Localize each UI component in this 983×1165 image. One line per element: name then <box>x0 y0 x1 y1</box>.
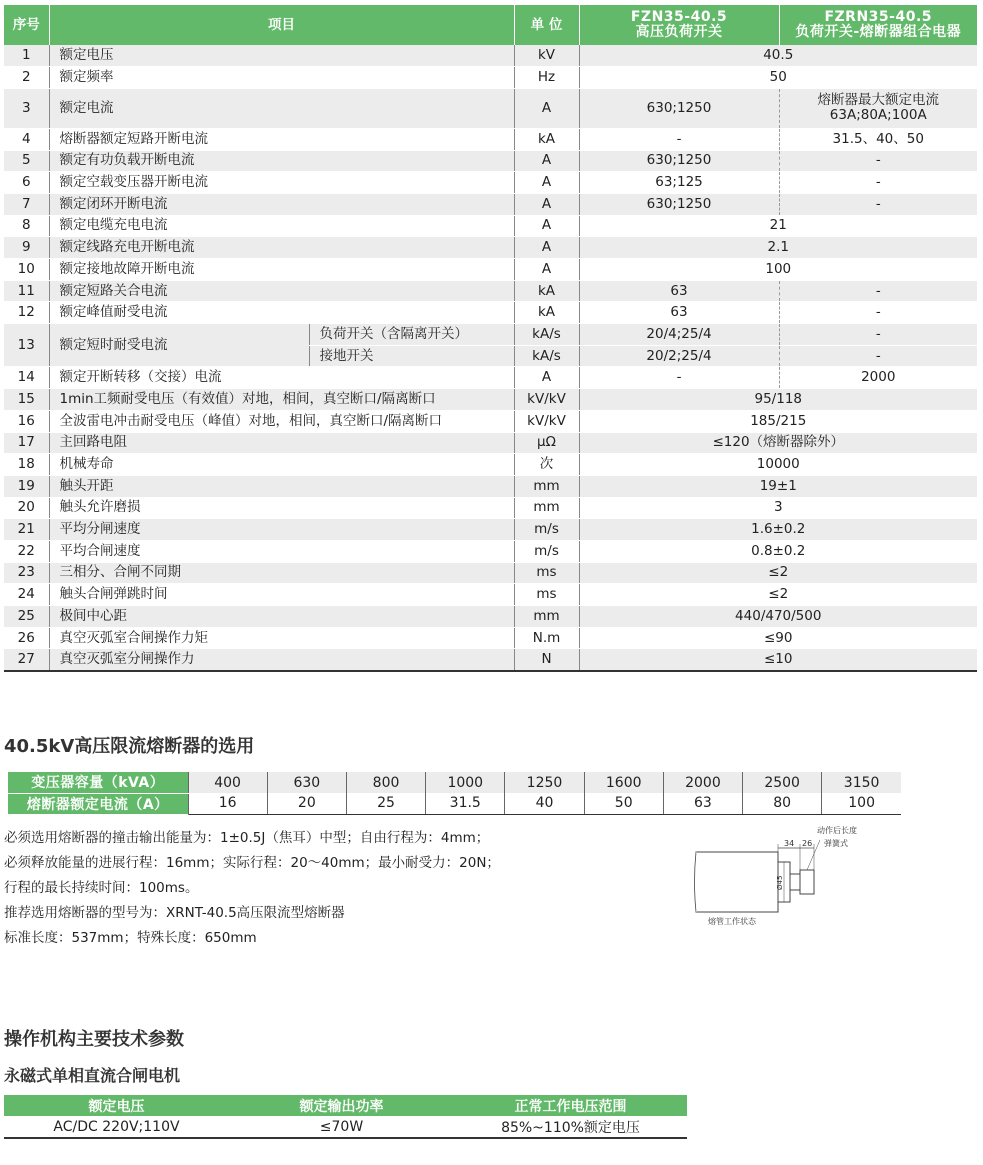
row-value-fzrn: - <box>779 324 977 346</box>
capacity-cell: 2000 <box>663 772 742 793</box>
header-unit: 单 位 <box>514 5 579 45</box>
row-value-fzrn-line1: 熔断器最大额定电流 <box>817 92 939 109</box>
row-no: 16 <box>4 410 49 432</box>
row-value: 1.6±0.2 <box>579 519 977 541</box>
motor-header-voltage: 额定电压 <box>4 1095 229 1116</box>
table-row <box>4 88 977 128</box>
capacity-cell: 1600 <box>584 772 663 793</box>
table-row <box>4 454 977 476</box>
row-item: 机械寿命 <box>49 454 514 476</box>
table-row <box>4 540 977 562</box>
row-value-fzn: 63;125 <box>579 172 779 194</box>
row-no: 12 <box>4 302 49 324</box>
spec-table <box>4 5 977 672</box>
row-value-fzn: 20/4;25/4 <box>579 324 779 346</box>
table-row <box>4 367 977 389</box>
row-item: 真空灭弧室分闸操作力 <box>49 649 514 671</box>
label-after-length: 动作后长度 <box>817 826 857 835</box>
header-fzrn <box>779 5 977 45</box>
row-unit: A <box>514 150 579 172</box>
table-row <box>4 410 977 432</box>
row-unit: μΩ <box>514 432 579 454</box>
fuse-row-label-current: 熔断器额定电流（A） <box>8 793 188 814</box>
row-unit: mm <box>514 475 579 497</box>
row-item: 额定接地故障开断电流 <box>49 259 514 281</box>
row-no: 24 <box>4 584 49 606</box>
row-item: 触头开距 <box>49 475 514 497</box>
row-item: 额定频率 <box>49 67 514 89</box>
row-unit: A <box>514 88 579 128</box>
row-item: 额定有功负载开断电流 <box>49 150 514 172</box>
row-value-fzn: 63 <box>579 280 779 302</box>
table-row <box>4 1116 687 1138</box>
row-unit: N.m <box>514 627 579 649</box>
row-item: 额定开断转移（交接）电流 <box>49 367 514 389</box>
row-unit: 次 <box>514 454 579 476</box>
current-cell: 50 <box>584 793 663 814</box>
row-value: 21 <box>579 215 977 237</box>
row-unit: mm <box>514 497 579 519</box>
row-value-fzrn: - <box>779 172 977 194</box>
motor-table <box>4 1095 687 1139</box>
table-row <box>4 584 977 606</box>
table-row <box>4 389 977 411</box>
fuse-striker <box>790 874 800 890</box>
note-line: 行程的最长持续时间：100ms。 <box>4 880 199 896</box>
row-no: 9 <box>4 237 49 259</box>
row-value-fzrn <box>779 88 977 128</box>
row-value: 2.1 <box>579 237 977 259</box>
spec-header-row <box>4 5 977 45</box>
row-no: 25 <box>4 606 49 628</box>
capacity-cell: 630 <box>267 772 346 793</box>
table-row <box>4 649 977 671</box>
current-cell: 80 <box>743 793 822 814</box>
row-no: 23 <box>4 562 49 584</box>
row-value-fzn: - <box>579 128 779 150</box>
row-unit: ms <box>514 562 579 584</box>
row-no: 19 <box>4 475 49 497</box>
motor-range: 85%~110%额定电压 <box>454 1116 687 1138</box>
row-no: 15 <box>4 389 49 411</box>
row-value: 3 <box>579 497 977 519</box>
fuse-body <box>696 852 778 912</box>
table-row <box>8 793 901 814</box>
row-item: 额定短时耐受电流 <box>49 324 309 367</box>
row-unit: A <box>514 367 579 389</box>
row-item: 主回路电阻 <box>49 432 514 454</box>
row-unit: A <box>514 237 579 259</box>
row-value-fzn: 630;1250 <box>579 193 779 215</box>
row-value: 185/215 <box>579 410 977 432</box>
row-unit: m/s <box>514 519 579 541</box>
motor-header-row <box>4 1095 687 1116</box>
row-item: 全波雷电冲击耐受电压（峰值）对地，相间，真空断口/隔离断口 <box>49 410 514 432</box>
row-no: 21 <box>4 519 49 541</box>
row-value: ≤90 <box>579 627 977 649</box>
table-row <box>4 172 977 194</box>
row-no: 13 <box>4 324 49 367</box>
header-fzn-model: FZN35-40.5 <box>630 9 728 25</box>
row-subitem: 负荷开关（含隔离开关） <box>309 324 514 346</box>
row-value-fzrn-line2: 63A;80A;100A <box>829 107 927 124</box>
note-line: 必须释放能量的进展行程：16mm；实际行程：20～40mm；最小耐受力：20N； <box>4 855 500 871</box>
row-no: 26 <box>4 627 49 649</box>
row-unit: kA/s <box>514 324 579 346</box>
row-no: 22 <box>4 540 49 562</box>
table-row <box>4 128 977 150</box>
row-item: 极间中心距 <box>49 606 514 628</box>
row-unit: A <box>514 215 579 237</box>
table-row <box>4 627 977 649</box>
motor-voltage: AC/DC 220V;110V <box>4 1116 229 1138</box>
dim-label-dia: Ø45 <box>776 875 784 890</box>
row-no: 27 <box>4 649 49 671</box>
row-unit: kV/kV <box>514 410 579 432</box>
row-no: 3 <box>4 88 49 128</box>
row-no: 17 <box>4 432 49 454</box>
mechanism-section-title: 操作机构主要技术参数 <box>4 1029 184 1050</box>
row-no: 10 <box>4 259 49 281</box>
row-item: 额定电流 <box>49 88 514 128</box>
row-unit: N <box>514 649 579 671</box>
table-row <box>4 237 977 259</box>
current-cell: 100 <box>822 793 901 814</box>
capacity-cell: 2500 <box>743 772 822 793</box>
row-no: 14 <box>4 367 49 389</box>
note-line: 推荐选用熔断器的型号为：XRNT-40.5高压限流型熔断器 <box>4 905 345 921</box>
motor-header-power: 额定输出功率 <box>229 1095 454 1116</box>
table-row <box>4 150 977 172</box>
fuse-section-title: 40.5kV高压限流熔断器的选用 <box>4 736 255 757</box>
row-value-fzn: 630;1250 <box>579 88 779 128</box>
fuse-selection-table <box>8 772 901 815</box>
row-value-fzn: 63 <box>579 302 779 324</box>
capacity-cell: 1000 <box>426 772 505 793</box>
row-no: 18 <box>4 454 49 476</box>
row-item: 额定短路关合电流 <box>49 280 514 302</box>
table-row <box>4 215 977 237</box>
fuse-notes <box>4 826 500 951</box>
row-unit: kV/kV <box>514 389 579 411</box>
row-item: 触头合闸弹跳时间 <box>49 584 514 606</box>
note-line: 必须选用熔断器的撞击输出能量为：1±0.5J（焦耳）中型；自由行程为：4mm； <box>4 830 490 846</box>
row-unit: m/s <box>514 540 579 562</box>
row-no: 2 <box>4 67 49 89</box>
row-subitem: 接地开关 <box>309 345 514 367</box>
label-spring: 弹簧式 <box>824 839 848 848</box>
row-value-fzrn: - <box>779 150 977 172</box>
capacity-cell: 800 <box>346 772 425 793</box>
row-no: 8 <box>4 215 49 237</box>
row-no: 5 <box>4 150 49 172</box>
row-value: 95/118 <box>579 389 977 411</box>
row-value-fzn: 20/2;25/4 <box>579 345 779 367</box>
note-line: 标准长度：537mm；特殊长度：650mm <box>4 930 257 946</box>
dim-label-26: 26 <box>802 839 813 848</box>
header-fzn-desc: 高压负荷开关 <box>635 24 723 40</box>
table-row <box>4 497 977 519</box>
row-value: 440/470/500 <box>579 606 977 628</box>
table-row <box>4 475 977 497</box>
row-unit: A <box>514 193 579 215</box>
row-item: 熔断器额定短路开断电流 <box>49 128 514 150</box>
row-unit: A <box>514 259 579 281</box>
row-item: 1min工频耐受电压（有效值）对地，相间，真空断口/隔离断口 <box>49 389 514 411</box>
row-unit: kV <box>514 45 579 67</box>
row-value-fzrn: - <box>779 302 977 324</box>
row-item: 三相分、合闸不同期 <box>49 562 514 584</box>
row-value-fzrn: - <box>779 280 977 302</box>
row-value-fzn: 630;1250 <box>579 150 779 172</box>
row-item: 额定电缆充电电流 <box>49 215 514 237</box>
header-fzrn-model: FZRN35-40.5 <box>824 9 933 25</box>
capacity-cell: 400 <box>188 772 267 793</box>
row-unit: ms <box>514 584 579 606</box>
motor-subtitle: 永磁式单相直流合闸电机 <box>4 1066 181 1085</box>
row-unit: kA/s <box>514 345 579 367</box>
row-value: ≤120（熔断器除外） <box>579 432 977 454</box>
table-row <box>4 259 977 281</box>
table-row <box>4 324 977 346</box>
current-cell: 20 <box>267 793 346 814</box>
row-value-fzn: - <box>579 367 779 389</box>
row-value-fzrn: 2000 <box>779 367 977 389</box>
row-value: ≤2 <box>579 562 977 584</box>
table-row <box>4 280 977 302</box>
row-unit: mm <box>514 606 579 628</box>
table-row <box>4 67 977 89</box>
header-fzrn-desc: 负荷开关-熔断器组合电器 <box>795 24 962 40</box>
row-item: 额定闭环开断电流 <box>49 193 514 215</box>
header-item: 项目 <box>49 5 514 45</box>
current-cell: 31.5 <box>426 793 505 814</box>
row-item: 平均合闸速度 <box>49 540 514 562</box>
fuse-diagram <box>690 822 880 932</box>
row-unit: kA <box>514 128 579 150</box>
row-item: 平均分闸速度 <box>49 519 514 541</box>
row-value: 100 <box>579 259 977 281</box>
row-unit: kA <box>514 302 579 324</box>
row-value-fzrn: 31.5、40、50 <box>779 128 977 150</box>
row-no: 20 <box>4 497 49 519</box>
row-value: ≤10 <box>579 649 977 671</box>
header-fzn <box>579 5 779 45</box>
table-row <box>4 519 977 541</box>
header-no: 序号 <box>4 5 49 45</box>
row-value: ≤2 <box>579 584 977 606</box>
row-unit: A <box>514 172 579 194</box>
row-value: 0.8±0.2 <box>579 540 977 562</box>
row-unit: kA <box>514 280 579 302</box>
row-no: 11 <box>4 280 49 302</box>
table-row <box>4 193 977 215</box>
motor-power: ≤70W <box>229 1116 454 1138</box>
current-cell: 40 <box>505 793 584 814</box>
current-cell: 16 <box>188 793 267 814</box>
row-value: 10000 <box>579 454 977 476</box>
row-value-fzrn: - <box>779 193 977 215</box>
row-value: 50 <box>579 67 977 89</box>
table-row <box>4 432 977 454</box>
table-row <box>4 606 977 628</box>
row-value: 19±1 <box>579 475 977 497</box>
row-value: 40.5 <box>579 45 977 67</box>
row-item: 额定峰值耐受电流 <box>49 302 514 324</box>
row-no: 7 <box>4 193 49 215</box>
fuse-striker-extended <box>800 870 814 894</box>
fuse-row-label-capacity: 变压器容量（kVA） <box>8 772 188 793</box>
row-item: 额定电压 <box>49 45 514 67</box>
current-cell: 63 <box>663 793 742 814</box>
row-item: 真空灭弧室合闸操作力矩 <box>49 627 514 649</box>
row-item: 触头允许磨损 <box>49 497 514 519</box>
row-no: 1 <box>4 45 49 67</box>
table-row <box>4 45 977 67</box>
row-item: 额定空载变压器开断电流 <box>49 172 514 194</box>
diagram-caption: 熔管工作状态 <box>708 917 756 926</box>
row-item: 额定线路充电开断电流 <box>49 237 514 259</box>
row-value-fzrn: - <box>779 345 977 367</box>
row-no: 6 <box>4 172 49 194</box>
current-cell: 25 <box>346 793 425 814</box>
table-row <box>4 302 977 324</box>
dim-label-34: 34 <box>784 839 795 848</box>
motor-header-range: 正常工作电压范围 <box>454 1095 687 1116</box>
table-row <box>4 562 977 584</box>
row-no: 4 <box>4 128 49 150</box>
capacity-cell: 1250 <box>505 772 584 793</box>
capacity-cell: 3150 <box>822 772 901 793</box>
table-row <box>8 772 901 793</box>
row-unit: Hz <box>514 67 579 89</box>
